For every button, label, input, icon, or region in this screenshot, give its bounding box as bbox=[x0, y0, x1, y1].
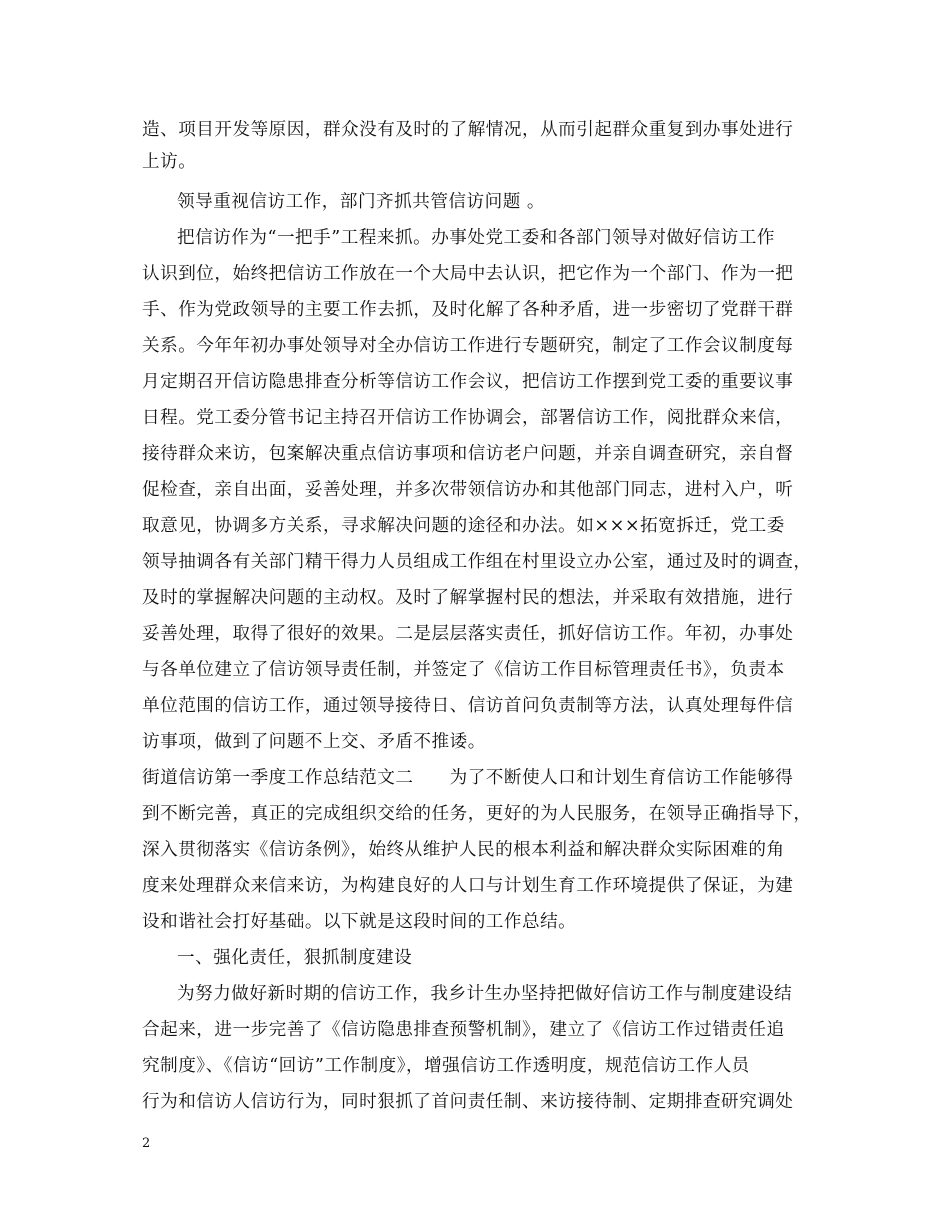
text-line: 单位范围的信访工作，通过领导接待日、信访首问负责制等方法，认真处理每件信 bbox=[142, 696, 794, 716]
text-line: 究制度》、《信访“回访”工作制度》，增强信访工作透明度，规范信访工作人员 bbox=[142, 1056, 750, 1076]
text-line: 领导重视信访工作，部门齐抓共管信访问题 。 bbox=[177, 192, 545, 212]
text-line: 深入贯彻落实《信访条例》，始终从维护人民的根本利益和解决群众实际困难的角 bbox=[142, 840, 785, 860]
text-line: 造、项目开发等原因，群众没有及时的了解情况，从而引起群众重复到办事处进行 bbox=[142, 120, 794, 140]
text-line: 到不断完善，真正的完成组织交给的任务，更好的为人民服务，在领导正确指导下， bbox=[142, 804, 812, 824]
section-heading: 一、强化责任，狠抓制度建设 bbox=[177, 948, 413, 968]
text-line: 街道信访第一季度工作总结范文二 为了不断使人口和计划生育信访工作能够得 bbox=[142, 768, 794, 788]
text-line: 妥善处理，取得了很好的效果。二是层层落实责任，抓好信访工作。年初，办事处 bbox=[142, 624, 794, 644]
text-line: 与各单位建立了信访领导责任制，并签定了《信访工作目标管理责任书》，负责本 bbox=[142, 660, 785, 680]
text-line: 接待群众来访，包案解决重点信访事项和信访老户问题，并亲自调查研究，亲自督 bbox=[142, 444, 794, 464]
text-line: 及时的掌握解决问题的主动权。及时了解掌握村民的想法，并采取有效措施，进行 bbox=[142, 588, 794, 608]
text-line: 手、作为党政领导的主要工作去抓，及时化解了各种矛盾，进一步密切了党群干群 bbox=[142, 300, 794, 320]
text-line: 取意见，协调多方关系，寻求解决问题的途径和办法。如×××拓宽拆迁，党工委 bbox=[142, 516, 785, 536]
text-line: 为努力做好新时期的信访工作，我乡计生办坚持把做好信访工作与制度建设结 bbox=[177, 984, 793, 1004]
text-line: 合起来，进一步完善了《信访隐患排查预警机制》，建立了《信访工作过错责任追 bbox=[142, 1020, 785, 1040]
text-line: 设和谐社会打好基础。以下就是这段时间的工作总结。 bbox=[142, 912, 577, 932]
text-line: 把信访作为“一把手”工程来抓。办事处党工委和各部门领导对做好信访工作 bbox=[177, 228, 775, 248]
text-line: 上访。 bbox=[142, 152, 197, 172]
text-line: 度来处理群众来信来访，为构建良好的人口与计划生育工作环境提供了保证，为建 bbox=[142, 876, 794, 896]
text-line: 行为和信访人信访行为，同时狠抓了首问责任制、来访接待制、定期排查研究调处 bbox=[142, 1092, 794, 1112]
text-line: 关系。今年年初办事处领导对全办信访工作进行专题研究，制定了工作会议制度每 bbox=[142, 336, 794, 356]
text-line: 访事项，做到了问题不上交、矛盾不推诿。 bbox=[142, 732, 486, 752]
text-line: 日程。党工委分管书记主持召开信访工作协调会，部署信访工作，阅批群众来信， bbox=[142, 408, 794, 428]
text-line: 领导抽调各有关部门精干得力人员组成工作组在村里设立办公室，通过及时的调查， bbox=[142, 552, 812, 572]
text-line: 认识到位，始终把信访工作放在一个大局中去认识，把它作为一个部门、作为一把 bbox=[142, 264, 794, 284]
text-line: 促检查，亲自出面，妥善处理，并多次带领信访办和其他部门同志，进村入户，听 bbox=[142, 480, 794, 500]
page-number: 2 bbox=[142, 1136, 151, 1151]
text-line: 月定期召开信访隐患排查分析等信访工作会议，把信访工作摆到党工委的重要议事 bbox=[142, 372, 794, 392]
